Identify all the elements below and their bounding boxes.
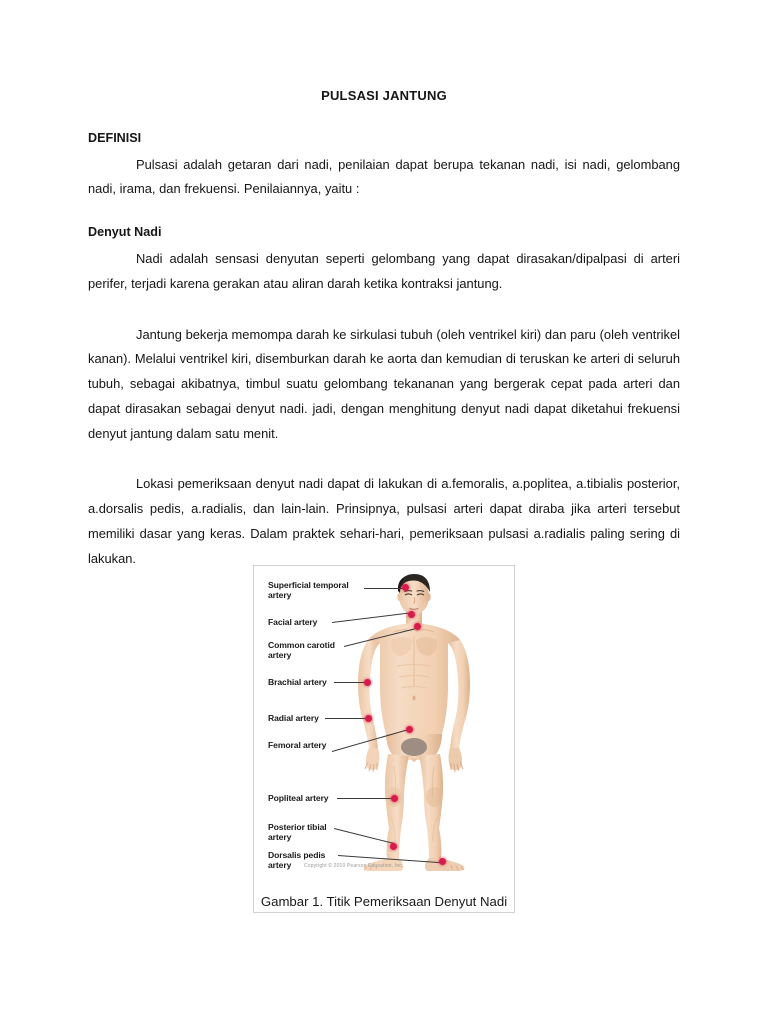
label-line-1: Radial artery [268,713,319,723]
pulse-point-femoral [406,726,413,733]
label-line-1: Posterior tibial [268,822,327,832]
label-brachial-artery [268,677,327,687]
label-line-1: Superficial temporal [268,580,349,590]
label-femoral-artery [268,740,326,750]
label-line-2: artery [268,650,292,661]
label-line-1: Brachial artery [268,677,327,687]
paragraph-denyut-nadi-3: Lokasi pemeriksaan denyut nadi dapat di lakukan di a.femoralis, a.poplitea, a.tibialis posterior, a.dorsalis pedis, a.radialis, dan lain-lain. Prinsipnya, pulsasi arteri dapat diraba jika arteri tersebut memiliki dasar yang keras. Dalam praktek sehari-hari, pemeriksaan pulsasi a.radialis paling sering di lakukan. [88,476,680,566]
paragraph-denyut-nadi-1: Nadi adalah sensasi denyutan seperti gelombang yang dapat dirasakan/dipalpasi di arteri perifer, terjadi karena gerakan atau aliran darah ketika kontraksi jantung. [88,251,680,291]
pulse-point-superficial-temporal [402,584,409,591]
figure-copyright: Copyright © 2010 Pearson Education, Inc. [304,863,404,869]
pulse-point-posterior-tibial [390,843,397,850]
label-line-1: Dorsalis pedis [268,850,326,860]
label-popliteal-artery [268,793,329,803]
paragraph-definisi-1: Pulsasi adalah getaran dari nadi, penilaian dapat berupa tekanan nadi, isi nadi, gelombang nadi, irama, dan frekuensi. Penilaiannya, yaitu : [88,156,680,197]
leader-line-superficial-temporal [364,588,406,589]
label-common-carotid-artery [268,640,335,661]
paragraph-denyut-nadi-2: Jantung bekerja memompa darah ke sirkulasi tubuh (oleh ventrikel kiri) dan paru (oleh ventrikel kanan). Melalui ventrikel kiri, disemburkan darah ke aorta dan kemudian di teruskan ke arteri di seluruh tubuh, sebagai akibatnya, timbul suatu gelombang tekananan yang bergerak cepat pada arteri dan dapat dirasakan sebagai denyut nadi. jadi, dengan menghitung denyut nadi dapat diketahui frekuensi denyut jantung dalam satu menit. [88,326,680,441]
leader-line-popliteal [337,798,393,799]
label-line-1: Facial artery [268,617,318,627]
figure-pulse-points [253,565,515,913]
page-title: PULSASI JANTUNG [321,88,447,103]
label-radial-artery [268,713,319,723]
section-heading-denyut-nadi: Denyut Nadi [88,225,162,240]
section-heading-definisi: DEFINISI [88,130,142,145]
label-posterior-tibial-artery [268,822,327,843]
pulse-point-popliteal [391,795,398,802]
leader-line-radial [325,718,367,719]
pulse-point-common-carotid [414,623,421,630]
figure-caption: Gambar 1. Titik Pemeriksaan Denyut Nadi [260,893,508,909]
pulse-point-brachial [364,679,371,686]
pulse-point-dorsalis-pedis [439,858,446,865]
leader-line-brachial [334,682,368,683]
label-facial-artery [268,617,317,627]
spacer [88,297,680,323]
document-body [88,88,680,572]
label-line-2: artery [268,590,292,601]
pulse-point-radial [365,715,372,722]
pulse-point-facial [408,611,415,618]
label-superficial-temporal-artery [268,580,349,601]
label-line-1: Femoral artery [268,740,327,750]
label-line-1: Common carotid [268,640,335,650]
spacer [88,446,680,472]
label-line-2: artery [268,832,292,843]
figure-illustration [254,566,514,876]
spacer [88,202,680,224]
label-line-2: artery [268,860,292,871]
label-line-1: Popliteal artery [268,793,329,803]
